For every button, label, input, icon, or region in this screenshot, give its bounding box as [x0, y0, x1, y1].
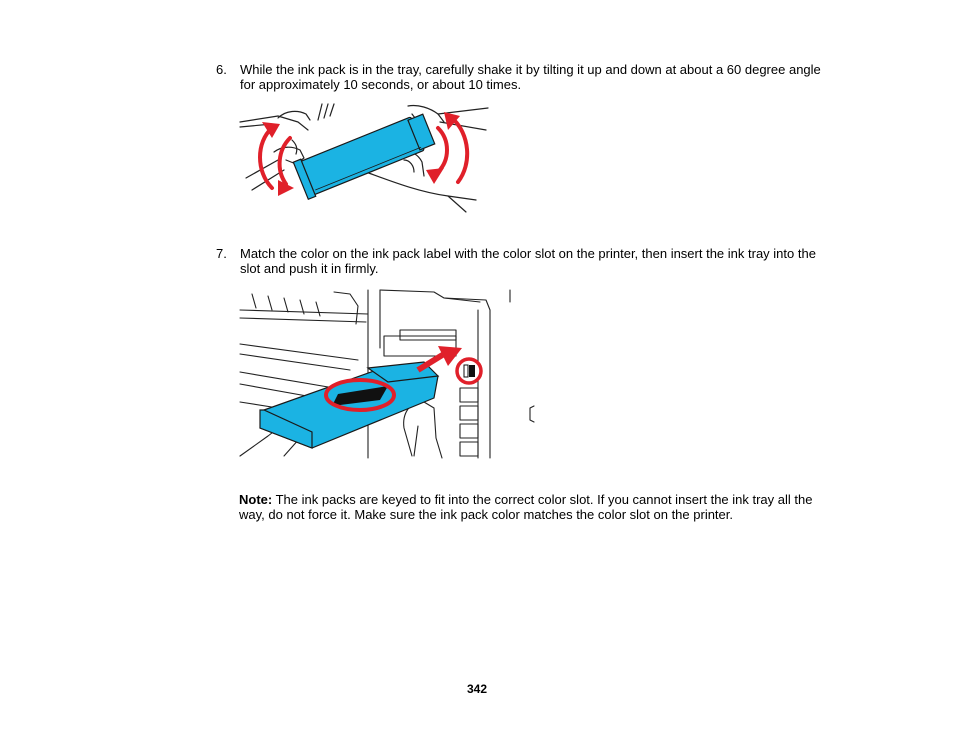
note — [239, 492, 829, 522]
step-number: 6. — [216, 62, 227, 77]
insert-ink-tray-illustration — [238, 288, 540, 460]
step-text: While the ink pack is in the tray, carefully shake it by tilting it up and down at about a 60 degree angle for approximately 10 seconds, or about 10 times. — [240, 62, 821, 92]
step-text: Match the color on the ink pack label with the color slot on the printer, then insert the ink tray into the slot and push it in firmly. — [240, 246, 816, 276]
shake-ink-tray-illustration — [238, 100, 492, 216]
note-label: Note: — [239, 492, 273, 507]
note-text: The ink packs are keyed to fit into the correct color slot. If you cannot insert the ink tray all the way, do not force it. Make sure the ink pack color matches the color slot on the printer. — [239, 492, 813, 522]
step-number: 7. — [216, 246, 227, 261]
page-number: 342 — [466, 682, 488, 696]
